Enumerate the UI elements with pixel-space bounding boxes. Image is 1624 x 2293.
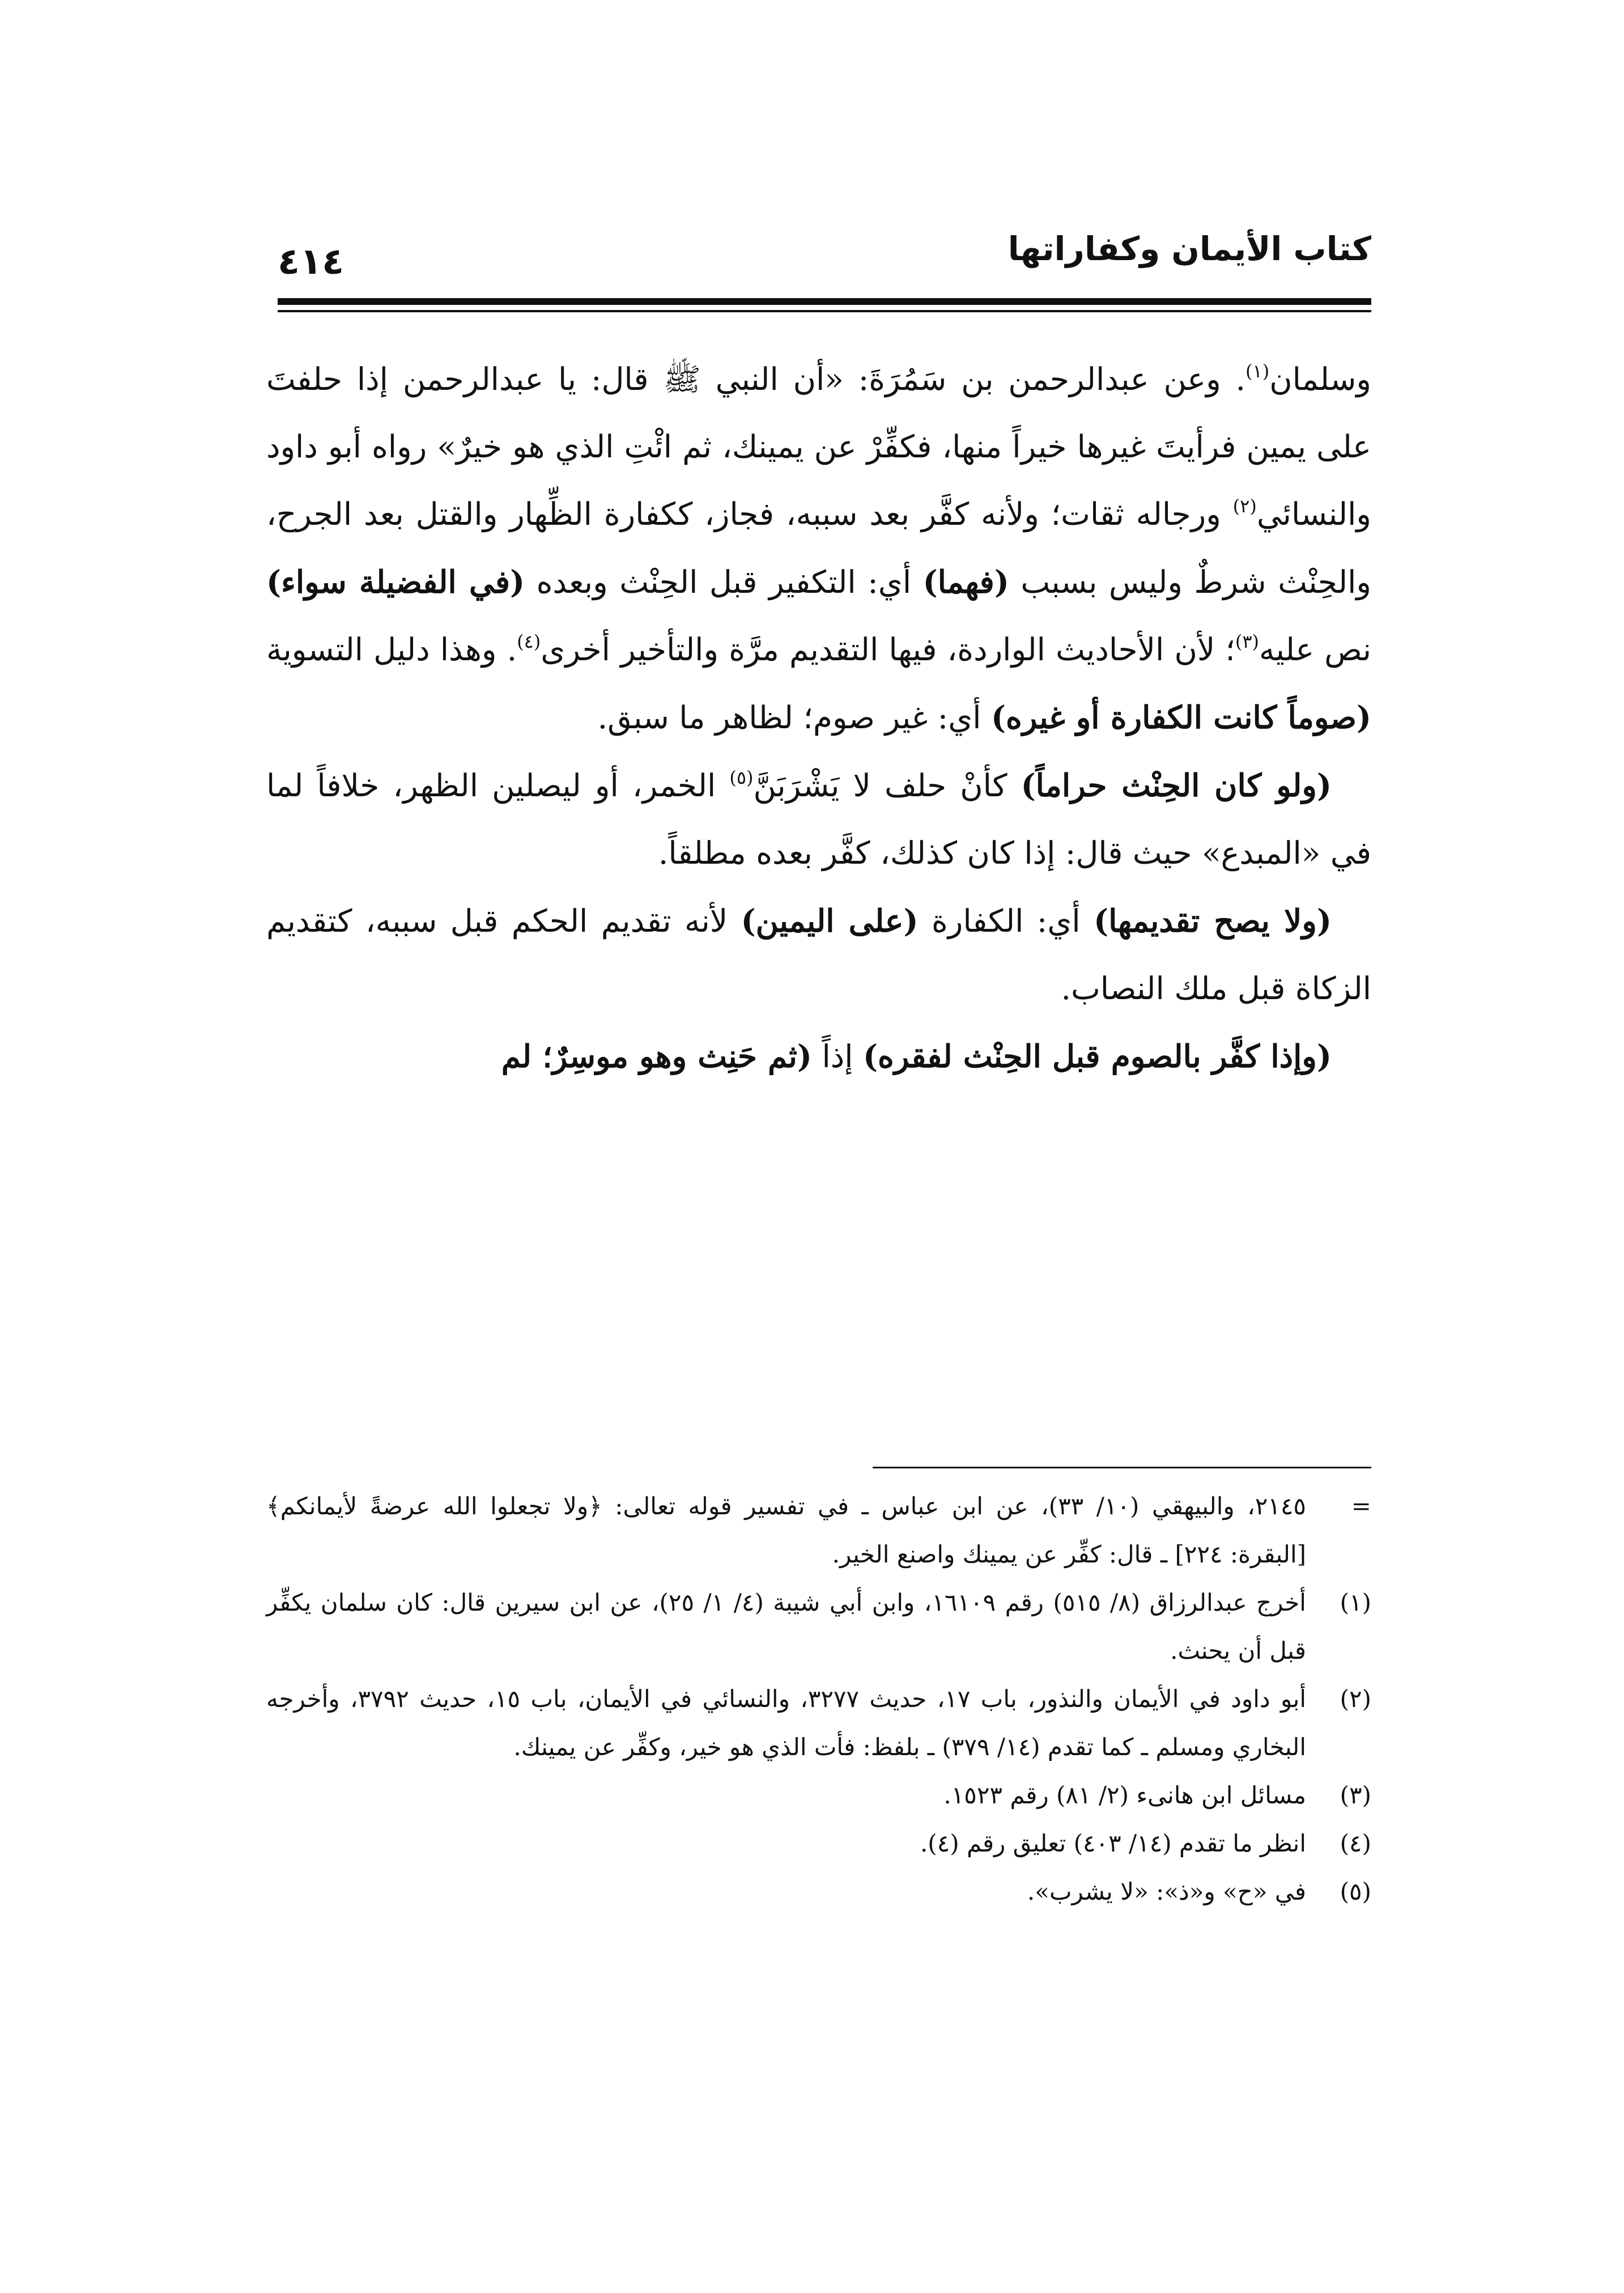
paragraph-1: [266, 346, 1371, 751]
footnote-text: انظر ما تقدم (١٤/ ٤٠٣) تعليق رقم (٤).: [920, 1829, 1306, 1857]
paragraph-2: [266, 751, 1371, 887]
bold-run: (وإذا كفَّر بالصوم قبل الحِنْث لفقره): [863, 1038, 1332, 1075]
footnotes: [266, 1482, 1371, 2066]
text-run: الخمر، أو ليصلين الظهر، خلافاً لما في «المبدع» حيث قال: إذا كان كذلك، كفَّر بعده مطلقاً.: [266, 767, 1371, 871]
page-number: ٤١٤: [278, 241, 345, 283]
footnote-marker: (٢): [1340, 1685, 1371, 1713]
footnote-ref: (٤): [517, 631, 541, 652]
text-run: أي: غير صوم؛ لظاهر ما سبق.: [597, 699, 992, 736]
text-run: أي: الكفارة: [918, 903, 1094, 939]
footnote-ref: (٥): [729, 767, 754, 788]
text-run: إذاً: [811, 1038, 863, 1075]
footnote-ref: (٣): [1235, 631, 1260, 652]
footnote-marker: (٥): [1340, 1878, 1371, 1905]
text-run: كأنْ حلف لا يَشْرَبَنَّ: [753, 767, 1021, 804]
header-rule-thin: [278, 310, 1371, 312]
bold-run: (في الفضيلة سواء): [266, 563, 525, 600]
footnote-text: مسائل ابن هانىء (٢/ ٨١) رقم ١٥٢٣.: [943, 1781, 1306, 1809]
footnote-text: ٢١٤٥، والبيهقي (١٠/ ٣٣)، عن ابن عباس ـ في تفسير قوله تعالى: ﴿ولا تجعلوا الله عرضةً لأيمانكم﴾ [البقرة: ٢٢٤] ـ قال: كفِّر عن يمينك واصنع الخير.: [266, 1492, 1306, 1568]
footnote-4: [266, 1819, 1371, 1867]
main-text: [266, 346, 1371, 1468]
paragraph-4: [266, 1022, 1371, 1090]
text-run: أي: التكفير قبل الحِنْث وبعده: [525, 564, 923, 600]
footnote-text: أبو داود في الأيمان والنذور، باب ١٧، حديث ٣٢٧٧، والنسائي في الأيمان، باب ١٥، حديث ٣٧٩٢، وأخرجه البخاري ومسلم ـ كما تقدم (١٤/ ٣٧٩) ـ بلفظ: فأت الذي هو خير، وكفِّر عن يمينك.: [266, 1685, 1306, 1761]
bold-run: (ولو كان الحِنْث حراماً): [1021, 767, 1332, 804]
footnote-ref: (١): [1245, 360, 1270, 382]
bold-run: (صوماً كانت الكفارة أو غيره): [991, 699, 1371, 736]
text-run: ؛ لأن الأحاديث الواردة، فيها التقديم مرَّة والتأخير أخرى: [541, 631, 1235, 668]
page-header: [278, 227, 1371, 283]
text-run: نص عليه: [1259, 631, 1371, 668]
footnote-text: أخرج عبدالرزاق (٨/ ٥١٥) رقم ١٦١٠٩، وابن أبي شيبة (٤/ ١/ ٢٥)، عن ابن سيرين قال: كان سلمان يكفِّر قبل أن يحنث.: [266, 1589, 1306, 1664]
footnote-text: في «ح» و«ذ»: «لا يشرب».: [1027, 1878, 1306, 1905]
text-run: . وعن عبدالرحمن بن سَمُرَةَ: «أن النبي ﷺ قال: يا عبدالرحمن إذا حلفتَ على يمين فرأيتَ غيرها خيراً منها، فكفِّرْ عن يمينك، ثم ائْتِ الذي هو خيرٌ» رواه أبو داود والنسائي: [266, 361, 1371, 532]
footnote-marker: (٣): [1340, 1781, 1371, 1809]
footnote-marker: =: [1351, 1492, 1371, 1520]
text-run: ورجاله ثقات؛ ولأنه كفَّر بعد سببه، فجاز، ككفارة الظِّهار والقتل بعد الجرح، والحِنْث شرطٌ وليس بسبب: [266, 496, 1371, 600]
bold-run: (ولا يصح تقديمها): [1094, 902, 1332, 939]
text-run: وسلمان: [1269, 361, 1371, 397]
chapter-title: كتاب الأيمان وكفاراتها: [1007, 230, 1371, 268]
paragraph-3: [266, 887, 1371, 1022]
footnote-1: [266, 1578, 1371, 1675]
header-rule-thick: [278, 298, 1371, 305]
bold-run: (على اليمين): [741, 902, 919, 939]
footnote-ref: (٢): [1232, 495, 1257, 517]
footnote-3: [266, 1771, 1371, 1819]
footnote-5: [266, 1867, 1371, 1916]
bold-run: (فهما): [922, 563, 1009, 600]
footnote-marker: (٤): [1340, 1829, 1371, 1857]
bold-run: (ثم حَنِث وهو موسِرٌ؛ لم: [501, 1038, 812, 1075]
text-run: لأنه تقديم الحكم قبل سببه، كتقديم الزكاة قبل ملك النصاب.: [266, 903, 1371, 1007]
footnote-continuation: [266, 1482, 1371, 1578]
footnote-separator: [873, 1467, 1371, 1468]
footnote-2: [266, 1675, 1371, 1771]
footnote-marker: (١): [1340, 1589, 1371, 1616]
text-run: . وهذا دليل التسوية: [266, 631, 517, 668]
